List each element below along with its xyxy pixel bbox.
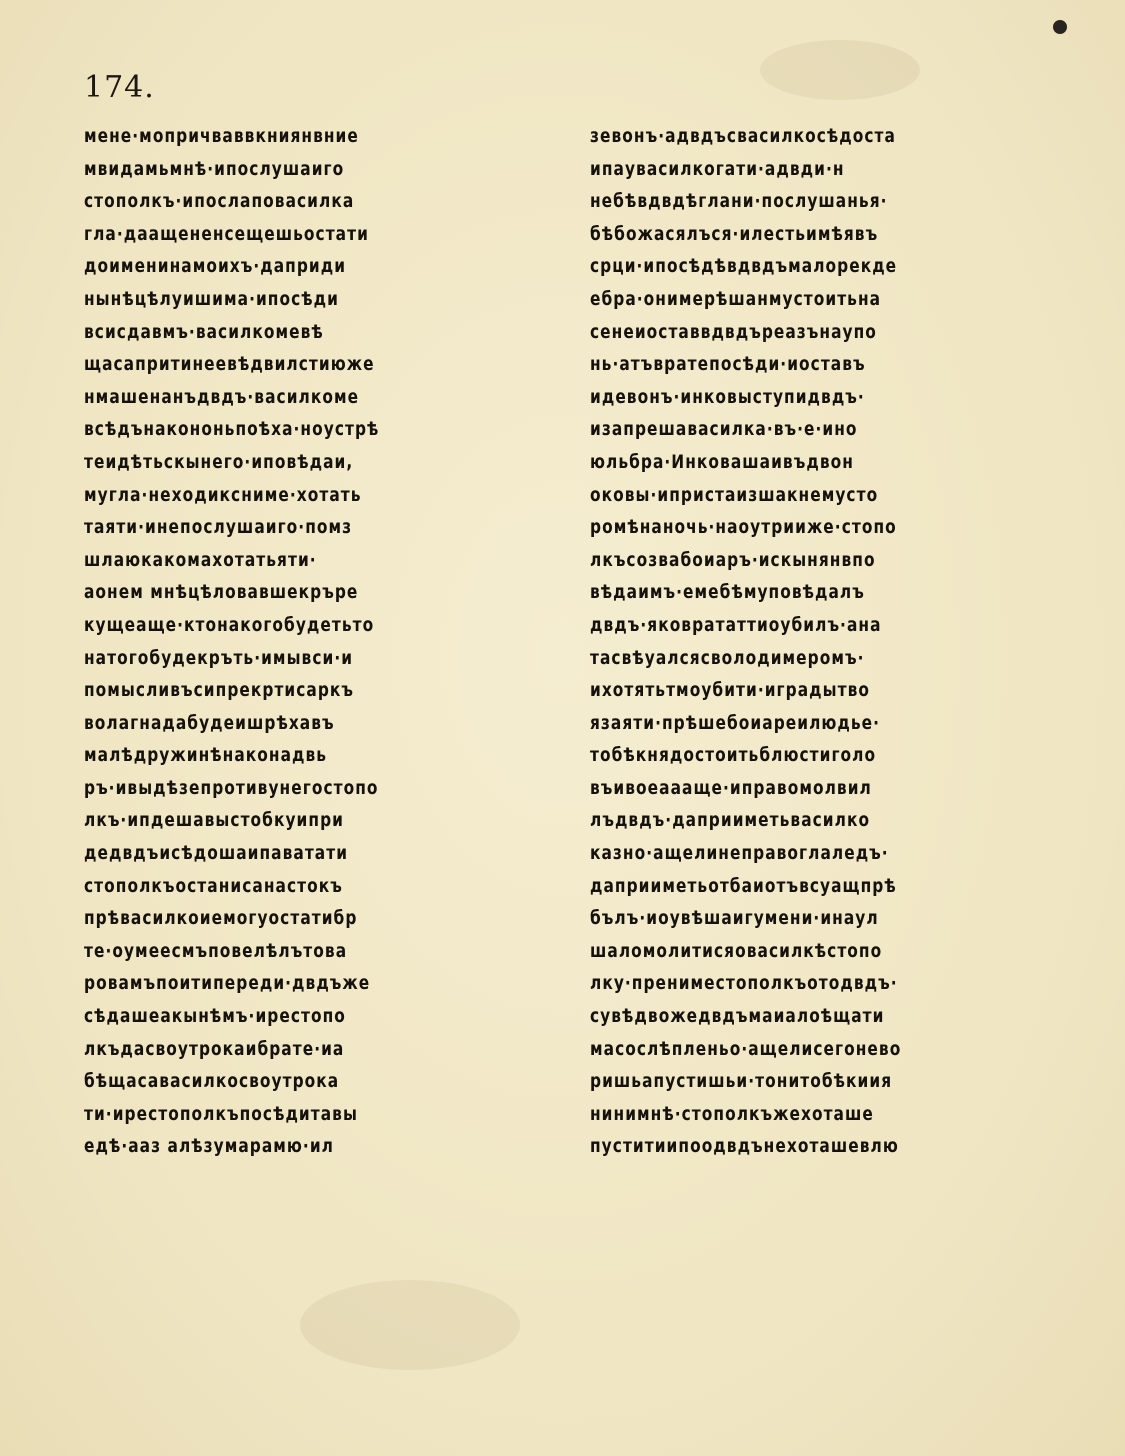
manuscript-line: лкъсозвабоиаръ·искынянвпо (590, 548, 876, 571)
manuscript-line: ебра·онимерѣшанмустоитьна (590, 287, 882, 310)
manuscript-line: даприиметьотбаиотъвсуащпрѣ (590, 874, 897, 897)
manuscript-line: сенеиоставвдвдъреазънаупо (590, 320, 877, 343)
manuscript-line: гла·даащененсещешьостати (84, 222, 369, 245)
manuscript-line: шлаюкакомахотатьяти· (84, 548, 317, 571)
manuscript-line: пуститиипоодвдънехоташевлю (590, 1135, 899, 1158)
manuscript-line: нынѣцѣлуишима·ипосѣди (84, 287, 339, 310)
manuscript-line: сѣдашеакынѣмъ·ирестопо (84, 1004, 346, 1027)
paper-stain (760, 40, 920, 100)
manuscript-line: щасапритинеевѣдвилстиюже (84, 353, 375, 376)
manuscript-line: въивоеаааще·иправомолвил (590, 776, 872, 799)
manuscript-line: изапрешавасилка·въ·е·ино (590, 418, 858, 441)
manuscript-line: лъдвдъ·даприиметьвасилко (590, 809, 871, 832)
manuscript-line: ровамъпоитипереди·двдъже (84, 972, 371, 995)
manuscript-line: помысливъсипрекртисаркъ (84, 679, 355, 702)
manuscript-line: оковы·ипристаизшакнемусто (590, 483, 879, 506)
manuscript-line: стополкъостанисанастокъ (84, 874, 343, 897)
manuscript-line: двдъ·яковрататтиоубилъ·ана (590, 613, 882, 636)
manuscript-line: мене·мопричваввкниянвние (84, 124, 359, 147)
manuscript-line: мугла·неходиксниме·хотать (84, 483, 362, 506)
manuscript-line: шаломолитисяовасилкѣстопо (590, 939, 883, 962)
manuscript-line: зевонъ·адвдъсвасилкосѣдоста (590, 124, 896, 147)
manuscript-line: лкъ·ипдешавыстобкуипри (84, 809, 344, 832)
manuscript-line: всисдавмъ·василкомевѣ (84, 320, 324, 343)
manuscript-line: кущеаще·ктонакогобудетьто (84, 613, 375, 636)
manuscript-line: ипаувасилкогати·адвди·н (590, 157, 845, 180)
manuscript-line: идевонъ·инковыступидвдъ· (590, 385, 865, 408)
manuscript-line: лкъдасвоутрокаибрате·иа (84, 1037, 345, 1060)
manuscript-line: дедвдъисѣдошаипаватати (84, 842, 349, 864)
manuscript-line: волагнадабудеишрѣхавъ (84, 711, 335, 734)
right-text-column (590, 120, 1060, 1163)
manuscript-line: ръ·ивыдѣзепротивунегостопо (84, 776, 379, 799)
manuscript-line: доименинамоихъ·даприди (84, 255, 347, 278)
manuscript-line: казно·ащелинеправоглаледъ· (590, 842, 889, 864)
manuscript-line: нмашенанъдвдъ·василкоме (84, 385, 360, 408)
manuscript-line: ихотятьтмоубити·иградытво (590, 679, 870, 702)
manuscript-line: юльбра·Инковашаивъдвон (590, 450, 854, 473)
manuscript-line: аонем мнѣцѣловавшекръре (84, 581, 359, 604)
manuscript-line: вѣдаимъ·емебѣмуповѣдалъ (590, 581, 865, 604)
manuscript-line: бѣщасавасилкосвоутрока (84, 1070, 340, 1093)
manuscript-line: мвидамьмнѣ·ипослушаиго (84, 157, 345, 180)
manuscript-line: лку·прениместополкъотодвдъ· (590, 972, 898, 995)
manuscript-line: ти·ирестополкъпосѣдитавы (84, 1102, 358, 1125)
manuscript-line: язаяти·прѣшебоиареилюдье· (590, 711, 881, 734)
left-text-column (84, 120, 554, 1163)
manuscript-line: срци·ипосѣдѣвдвдъмалорекде (590, 255, 898, 278)
manuscript-line: нь·атъвратепосѣди·иоставъ (590, 353, 866, 376)
manuscript-line: нинимнѣ·стополкъжехоташе (590, 1102, 874, 1125)
manuscript-line: едѣ·ааз алѣзумарамю·ил (84, 1135, 334, 1158)
manuscript-line: теидѣтьскынего·иповѣдаи, (84, 450, 354, 473)
manuscript-line: бълъ·иоувѣшаигумени·инаул (590, 907, 879, 930)
manuscript-line: натогобудекръть·имывси·и (84, 646, 354, 669)
manuscript-line: тобѣкнядостоитьблюстиголо (590, 744, 877, 767)
paper-stain (300, 1280, 520, 1370)
ink-blot (1053, 20, 1067, 34)
manuscript-line: таяти·инепослушаиго·помз (84, 516, 353, 539)
manuscript-line: небѣвдвдѣглани·послушанья· (590, 190, 888, 213)
manuscript-line: тасвѣуалсясволодимеромъ· (590, 646, 865, 669)
manuscript-line: масослѣпленьо·ащелисегонево (590, 1037, 902, 1060)
manuscript-line: всѣдънакононьпоѣха·ноустрѣ (84, 418, 380, 441)
manuscript-line: прѣвасилкоиемогуостатибр (84, 907, 358, 930)
manuscript-line: сувѣдвожедвдъмаиалоѣщати (590, 1004, 885, 1027)
manuscript-line: ришьапустишьи·тонитобѣкиия (590, 1070, 893, 1093)
manuscript-line: те·оумеесмъповелѣлътова (84, 939, 348, 962)
manuscript-line: бѣбожасялъся·илестьимѣявъ (590, 222, 879, 245)
manuscript-line: стополкъ·ипослаповасилка (84, 190, 355, 213)
page-number: 174. (84, 70, 155, 105)
manuscript-line: ромѣнаночь·наоутрииже·стопо (590, 516, 897, 539)
manuscript-line: малѣдружинѣнаконадвь (84, 744, 328, 767)
